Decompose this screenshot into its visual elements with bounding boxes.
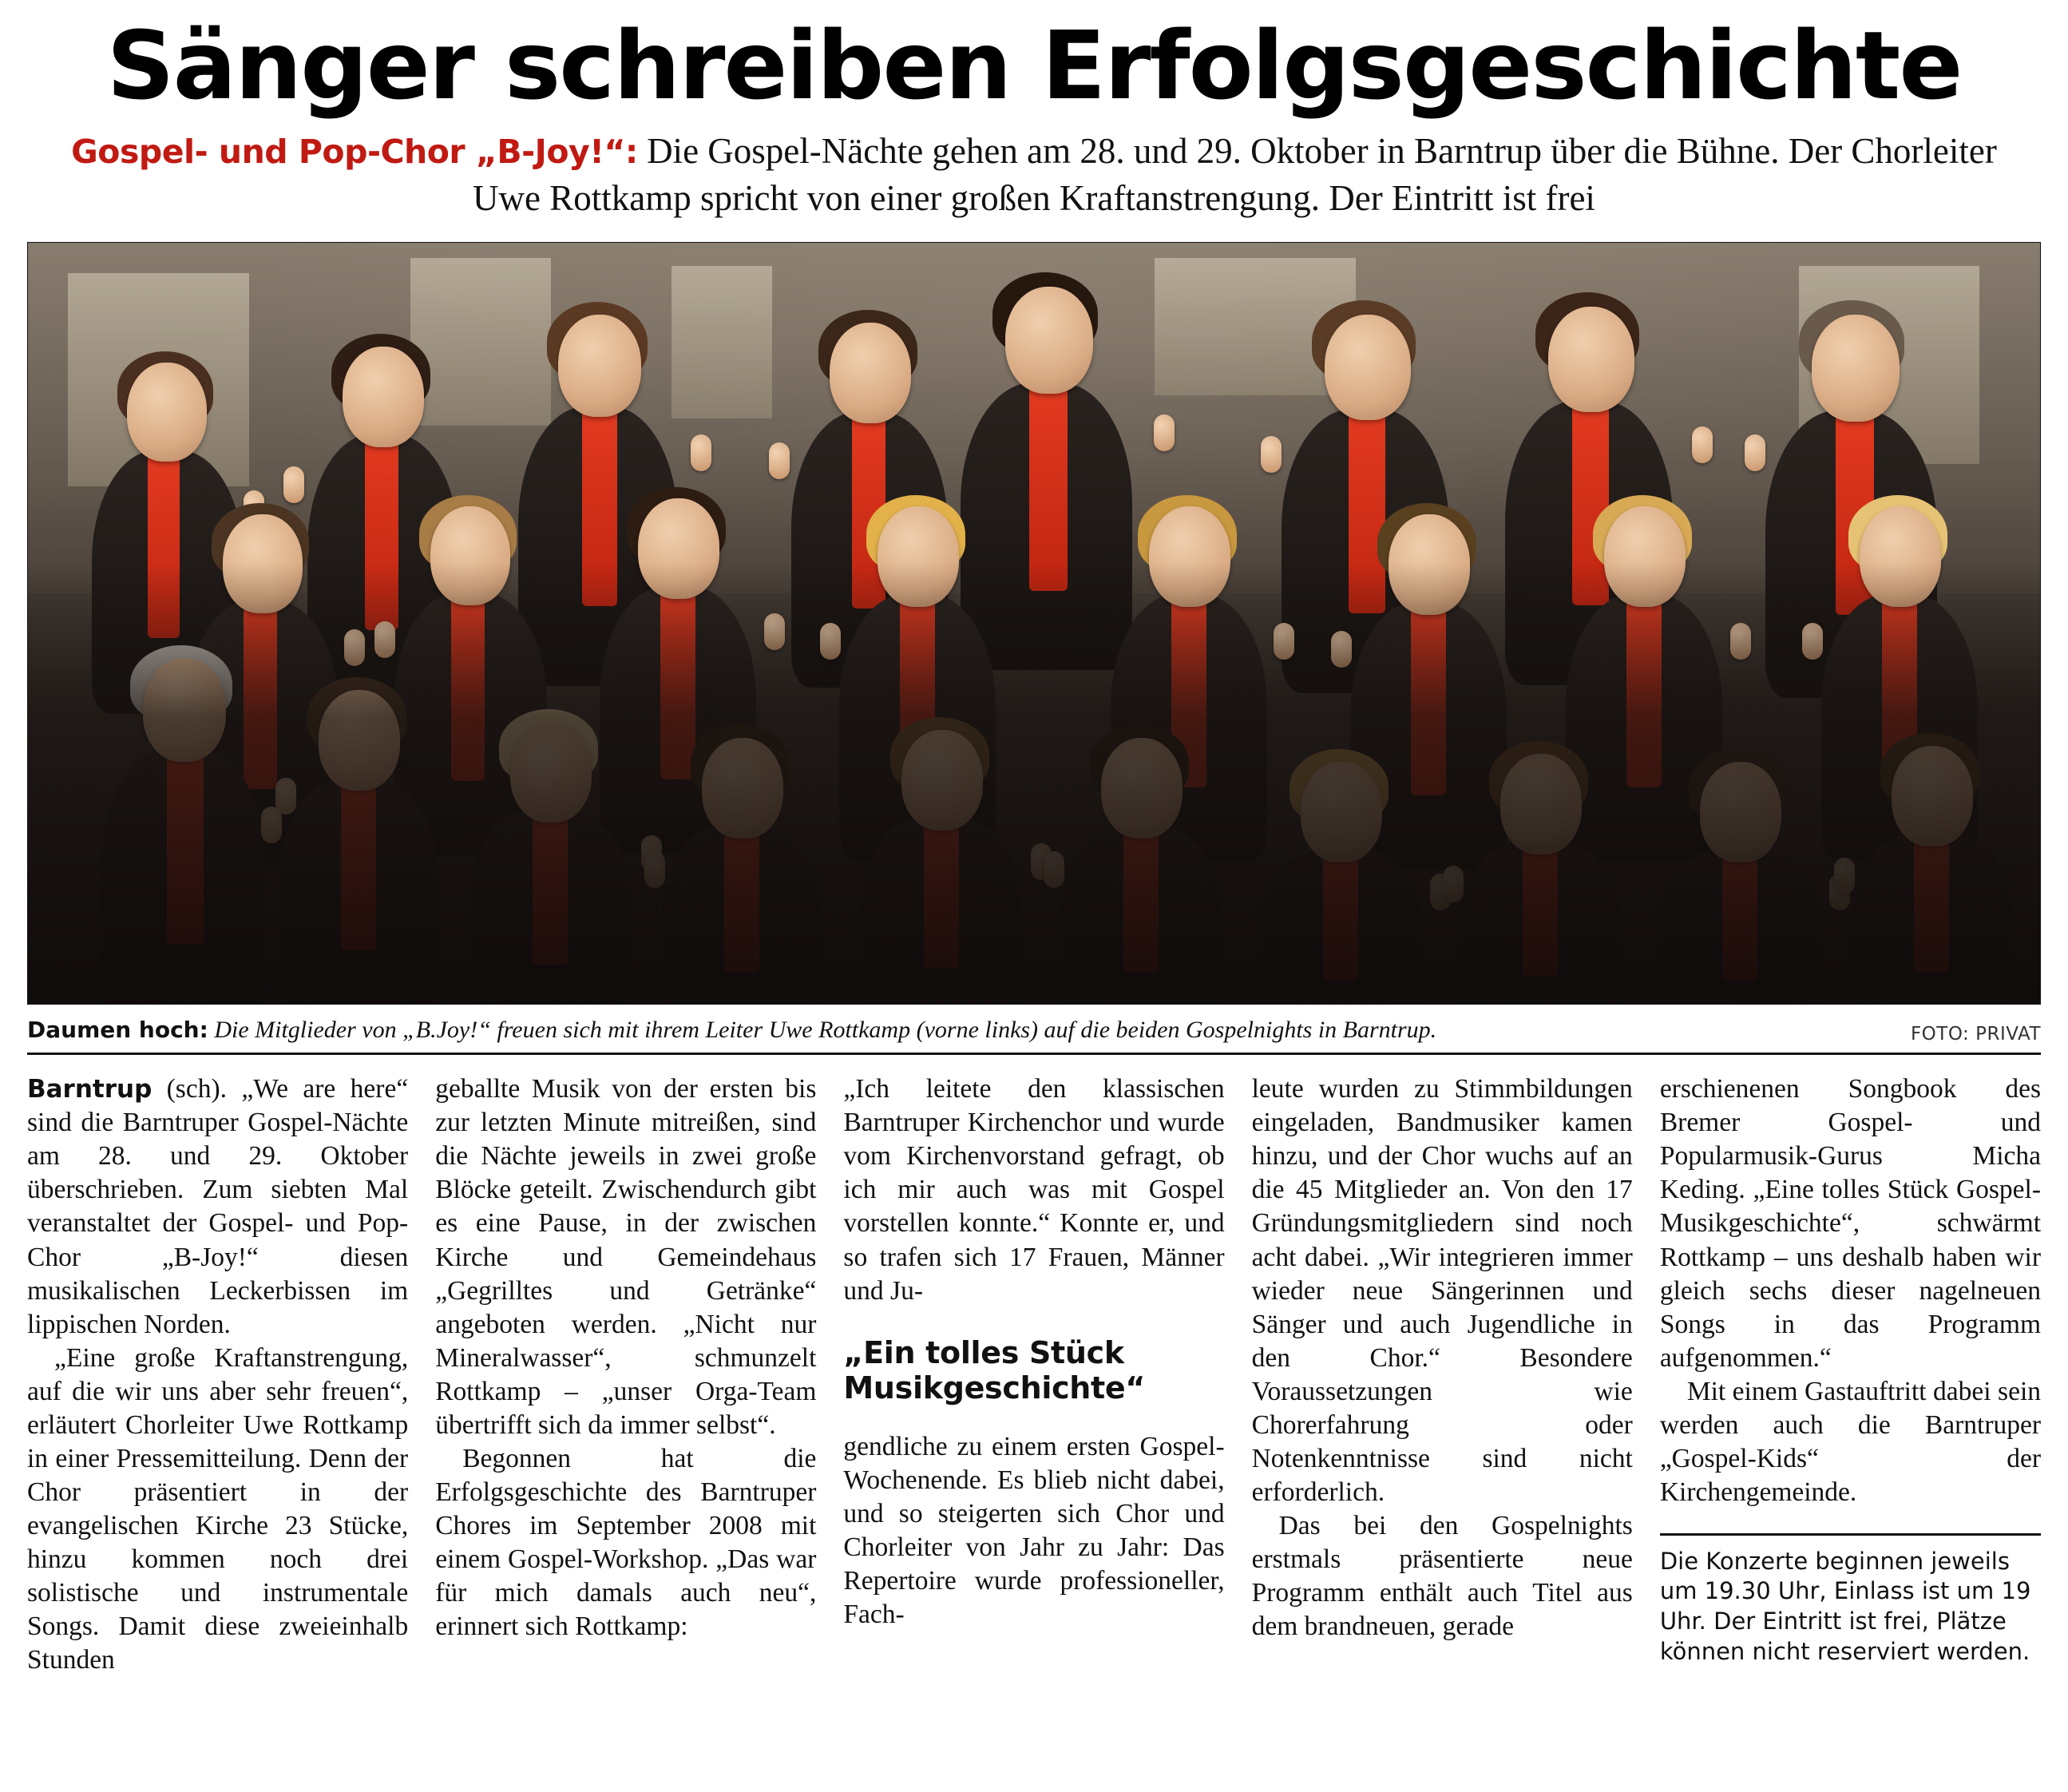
text-column-2 [435,1072,816,1711]
text-column-1 [27,1072,408,1711]
text-column-4 [1252,1072,1633,1711]
photo-credit: FOTO: PRIVAT [1910,1024,2041,1045]
paragraph: „Ich leitete den klassischen Barntruper Kirchenchor und wurde vom Kirchenvorstand gefragt, ob ich mir auch was mit Gospel vorstellen konnte.“ Konnte er, und so trafen sich 17 Frauen, Männer und Ju- [843,1074,1225,1306]
article-photo [27,242,2041,1005]
photo-caption-row [27,1016,2041,1055]
article-subhead [27,128,2041,221]
photo-image [28,243,2040,1004]
text-column-5 [1660,1072,2041,1711]
subhead-kicker: Gospel- und Pop-Chor „B-Joy!“: [71,133,638,172]
text-column-3 [843,1072,1224,1711]
dateline: Barntrup [27,1075,153,1104]
subhead-text: Die Gospel-Nächte gehen am 28. und 29. Oktober in Barntrup über die Bühne. Der Chorleiter Uwe Rottkamp spricht von einer großen Kraftanstrengung. Der Eintritt ist frei [473,131,1997,218]
paragraph-text: (sch). „We are here“ sind die Barntruper Gospel-Nächte am 28. und 29. Oktober überschrieben. Zum siebten Mal veranstaltet der Gospel- und Pop-Chor „B-Joy!“ diesen musikalischen Leckerbissen im lippischen Norden. [27,1074,409,1339]
paragraph: leute wurden zu Stimmbildungen eingeladen, Bandmusiker kamen hinzu, und der Chor wuchs auf an die 45 Mitglieder an. Von den 17 Gründungsmitgliedern sind noch acht dabei. „Wir integrieren immer wieder neue Sängerinnen und Sänger und auch Jugendliche in den Chor.“ Besondere Voraussetzungen wie Chorerfahrung oder Notenkenntnisse sind nicht erforderlich. [1251,1074,1633,1507]
paragraph: erschienenen Songbook des Bremer Gospel- und Popularmusik-Gurus Micha Keding. „Eine tolles Stück Gospel-Musikgeschichte“, schwärmt Rottkamp – uns deshalb haben wir gleich sechs dieser nagelneuen Songs in das Programm aufgenommen.“ [1659,1074,2042,1373]
paragraph: gendliche zu einem ersten Gospel-Wochenende. Es blieb nicht dabei, und so steigerten sich Chor und Chorleiter von Jahr zu Jahr: Das Repertoire wurde professioneller, Fach- [843,1432,1225,1630]
info-box-text: Die Konzerte beginnen jeweils um 19.30 Uhr, Einlass ist um 19 Uhr. Der Eintritt ist frei, Plätze können nicht reserviert werden. [1659,1547,2031,1665]
photo-shadow-overlay [28,563,2040,1005]
caption-text: Die Mitglieder von „B.Joy!“ freuen sich mit ihrem Leiter Uwe Rottkamp (vorne links) auf die beiden Gospelnights in Barntrup. [208,1017,1437,1044]
paragraph [27,1072,408,1341]
article-body [27,1072,2041,1711]
photo-window [672,266,772,418]
photo-caption [27,1016,1436,1045]
paragraph: Begonnen hat die Erfolgsgeschichte des Barntruper Chores im September 2008 mit einem Gospel-Workshop. „Das war für mich damals auch neu“, erinnert sich Rottkamp: [435,1443,817,1641]
page-title: Sänger schreiben Erfolgsgeschichte [106,10,1962,121]
paragraph: Das bei den Gospelnights erstmals präsentierte neue Programm enthält auch Titel aus dem brandneuen, gerade [1251,1510,1633,1641]
photo-window [410,258,551,426]
caption-lead: Daumen hoch: [27,1017,208,1044]
paragraph: „Eine große Kraftanstrengung, auf die wir uns aber sehr freuen“, erläutert Chorleiter Uwe Rottkamp in einer Pressemitteilung. Denn der Chor präsentiert in der evangelischen Kirche 23 Stücke, hinzu kommen noch drei solistische und instrumentale Songs. Damit diese zweieinhalb Stunden [27,1342,409,1675]
paragraph: Mit einem Gastauftritt dabei sein werden auch die Barntruper „Gospel-Kids“ der Kirchengemeinde. [1659,1376,2042,1507]
paragraph: geballte Musik von der ersten bis zur letzten Minute mitreißen, sind die Nächte jeweils in zwei große Blöcke geteilt. Zwischendurch gibt es eine Pause, in der zwischen Kirche und Gemeindehaus „Gegrilltes und Getränke“ angeboten werden. „Nicht nur Mineralwasser“, schmunzelt Rottkamp – „unser Orga-Team übertrifft sich da immer selbst“. [435,1074,817,1440]
info-box [1660,1533,2041,1667]
section-subheading: „Ein tolles Stück Musikgeschichte“ [843,1334,1146,1406]
